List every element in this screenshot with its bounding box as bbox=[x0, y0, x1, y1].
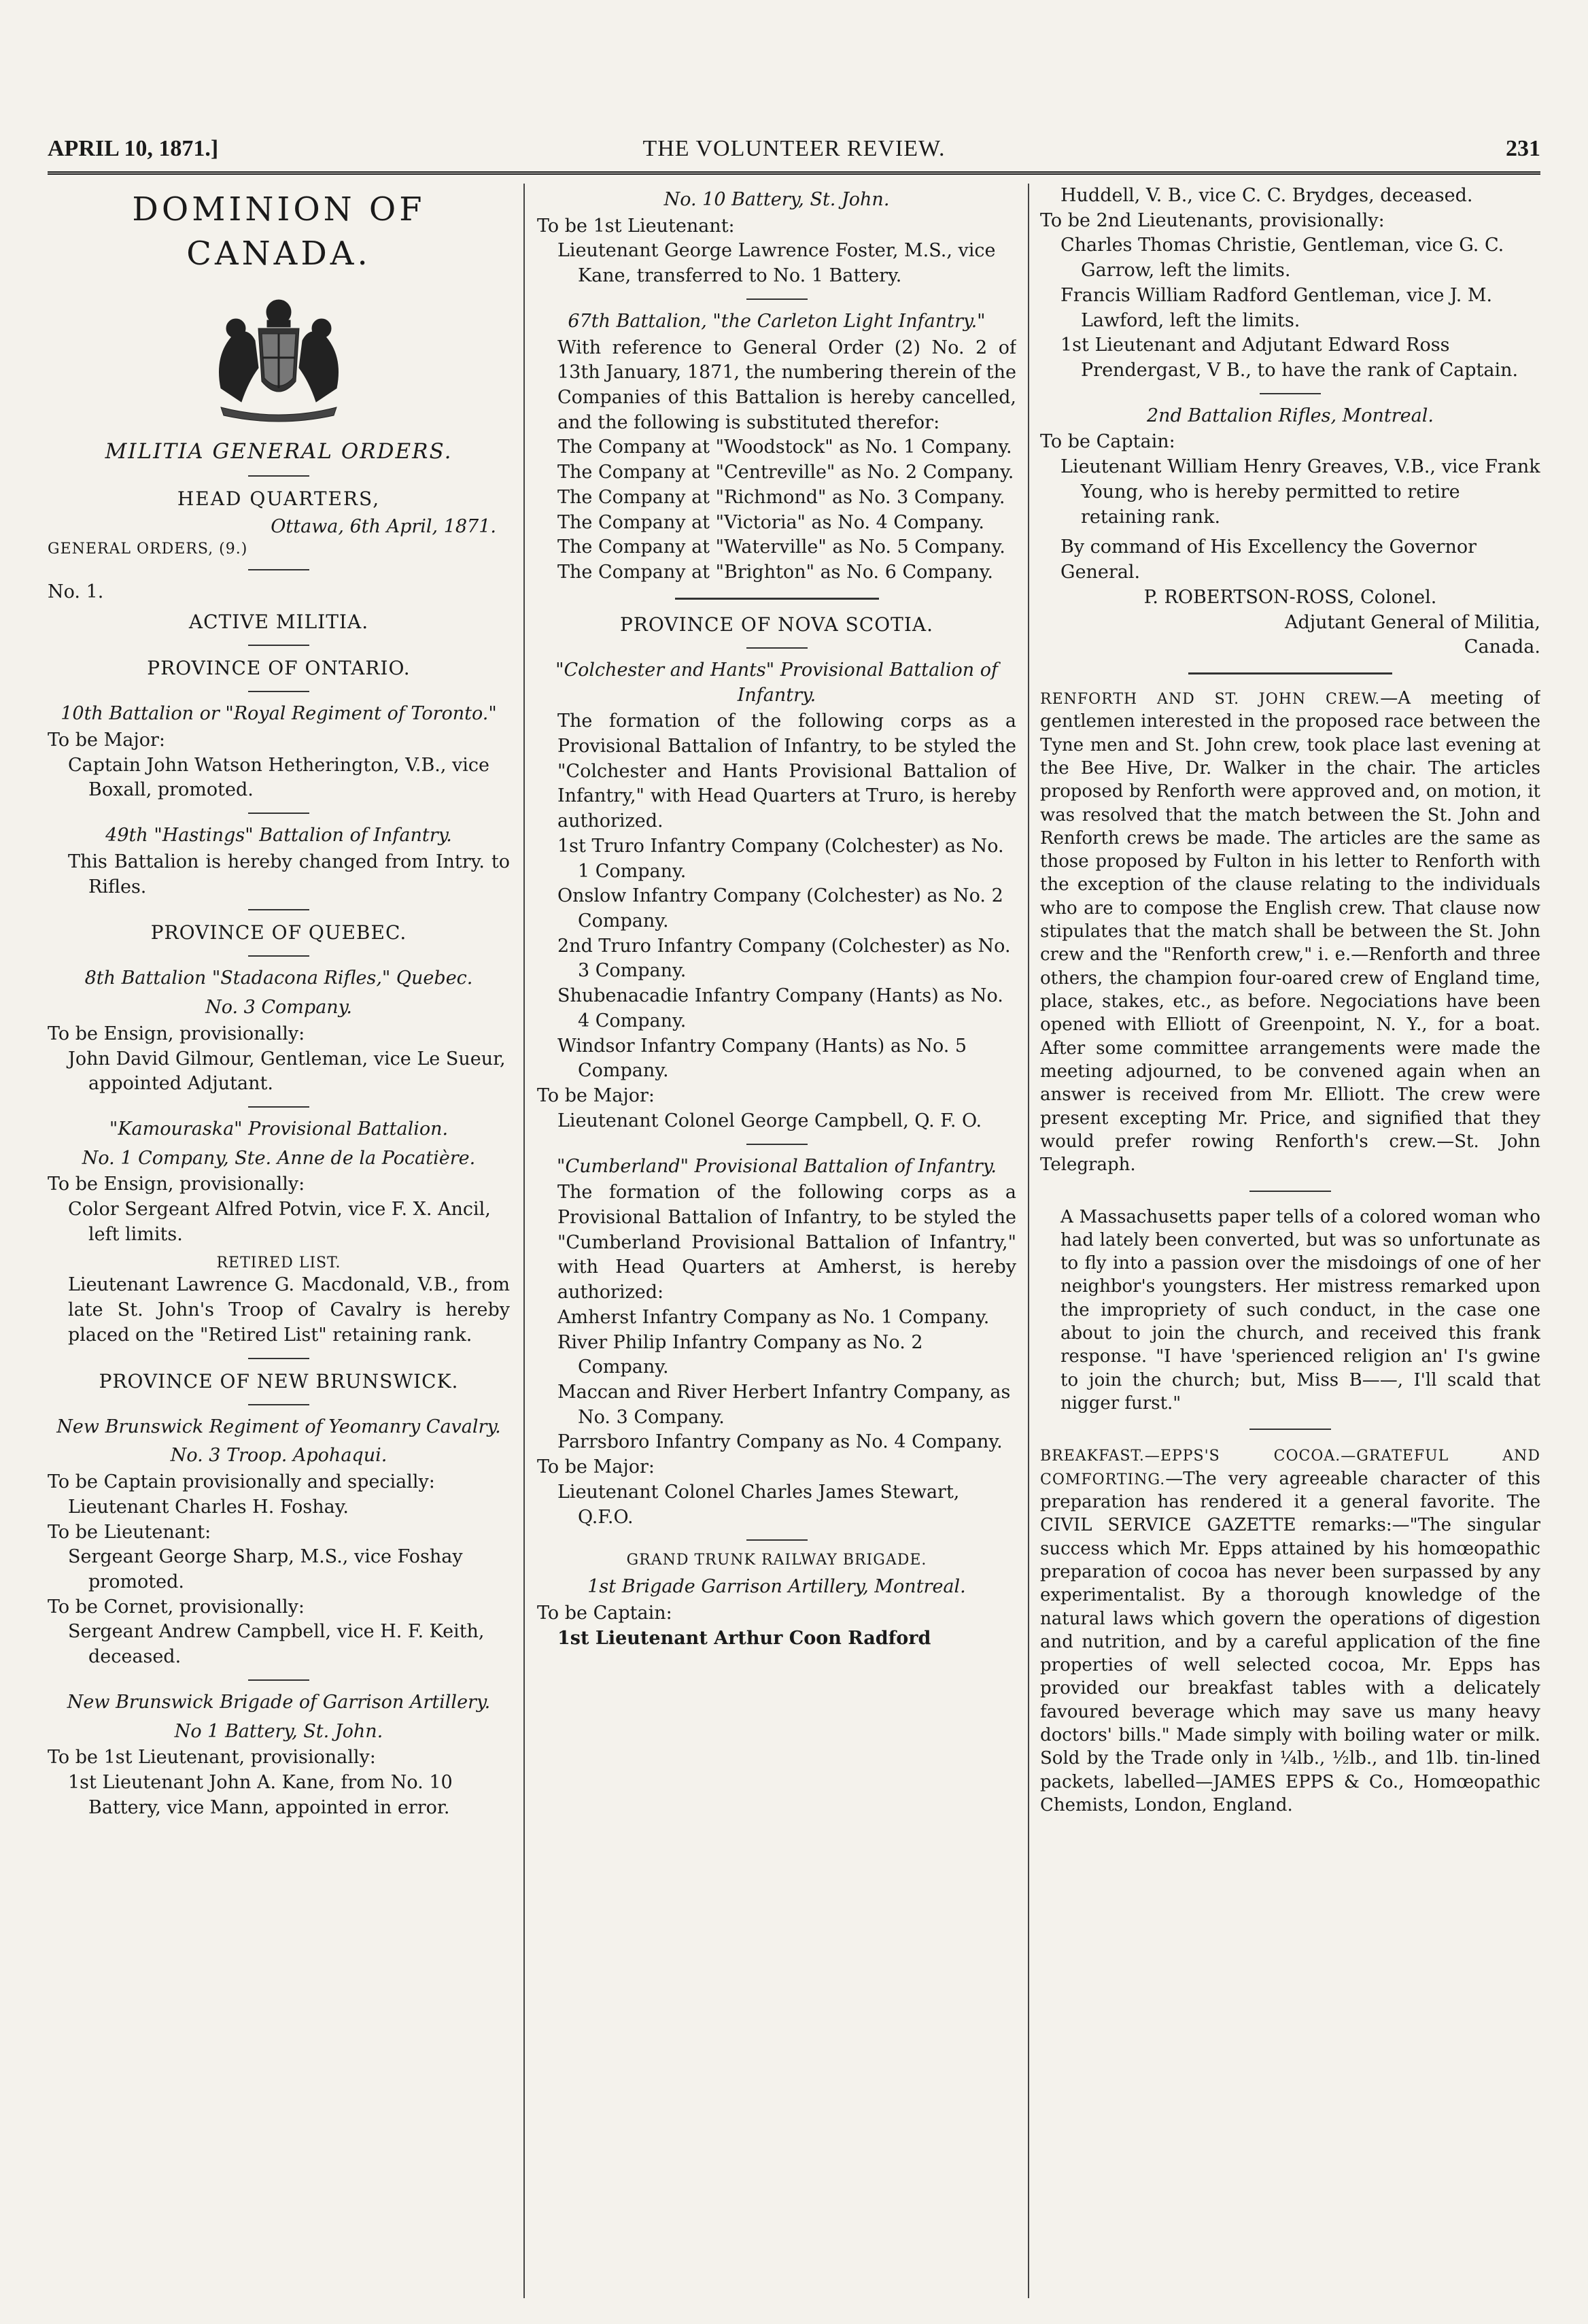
masthead: DOMINION OF CANADA. bbox=[132, 190, 426, 273]
divider bbox=[248, 1358, 309, 1359]
command-line: By command of His Excellency the Governor General. bbox=[1060, 536, 1477, 583]
unit-heading: 1st Brigade Garrison Artillery, Montreal. bbox=[587, 1576, 966, 1598]
company-item: Amherst Infantry Company as No. 1 Company. bbox=[557, 1306, 990, 1328]
appointment-label: To be Major: bbox=[537, 1085, 655, 1107]
company-item: 1st Truro Infantry Company (Colchester) as No. 1 Company. bbox=[557, 835, 1004, 882]
appointment-text: Lieutenant William Henry Greaves, V.B., vice Frank Young, who is hereby permitted to retire retaining rank. bbox=[1060, 456, 1540, 528]
company-item: The Company at "Victoria" as No. 4 Company. bbox=[557, 511, 984, 533]
appointment-text: Lieutenant Charles H. Foshay. bbox=[68, 1496, 349, 1518]
order-text: The formation of the following corps as a Provisional Battalion of Infantry, to be styled the "Colchester and Hants Provisional Battalion of Infantry," with Head Quarters at Truro, is hereby authorized. bbox=[557, 711, 1016, 832]
battery-heading: No 1 Battery, St. John. bbox=[174, 1720, 383, 1742]
appointment-label: To be Captain: bbox=[537, 1602, 672, 1624]
order-number: No. 1. bbox=[48, 581, 104, 603]
appointment-text: Lieutenant Colonel George Campbell, Q. F. O. bbox=[557, 1110, 982, 1131]
appointment-text: Lieutenant George Lawrence Foster, M.S., vice Kane, transferred to No. 1 Battery. bbox=[557, 240, 996, 287]
column-1 bbox=[48, 184, 510, 2305]
hq-heading: HEAD QUARTERS, bbox=[177, 487, 381, 510]
company-item: Maccan and River Herbert Infantry Company, as No. 3 Company. bbox=[557, 1381, 1011, 1428]
appointment-label: To be 2nd Lieutenants, provisionally: bbox=[1040, 209, 1385, 231]
company-item: The Company at "Brighton" as No. 6 Company. bbox=[557, 562, 993, 583]
appointment-text: Color Sergeant Alfred Potvin, vice F. X. Ancil, left limits. bbox=[68, 1199, 491, 1245]
signature-place: Canada. bbox=[1464, 636, 1540, 658]
news-body: —A meeting of gentlemen interested in the proposed race between the Tyne men and St. John crew, took place last evening at the Bee Hive, Dr. Walker in the chair. The articles proposed by Renforth were approved and, on motion, it was resolved that the match between the St. John and Renforth crews be made. The articles are the same as those proposed by Fulton in his letter to Renforth with the exception of the clause relating to the individuals who are to compose the English crew. That clause now stipulates that the match shall be between the St. John crew and the "Renforth crew," i. e.—Renforth and three others, the champion four-oared crew of England time, place, stakes, etc., as before. Negociations have been opened with Elliott of Greenpoint, N. Y., for a boat. After some committee arrangements were made the meeting adjourned, to be convened again when an answer is received from Mr. Elliott. The crew were present excepting Mr. Price, and signified that they would prefer rowing Renforth's crew.—St. John Telegraph. bbox=[1040, 687, 1540, 1176]
company-item: The Company at "Richmond" as No. 3 Company. bbox=[557, 486, 1005, 508]
appointment-text: 1st Lieutenant and Adjutant Edward Ross Prendergast, V B., to have the rank of Captain. bbox=[1060, 335, 1519, 381]
news-item-cocoa bbox=[1040, 1443, 1540, 1817]
company-heading: No. 1 Company, Ste. Anne de la Pocatière. bbox=[82, 1147, 476, 1169]
issue-date: APRIL 10, 1871.] bbox=[48, 136, 219, 161]
company-item: River Philip Infantry Company as No. 2 Company. bbox=[557, 1331, 923, 1378]
divider bbox=[746, 1144, 808, 1145]
divider bbox=[248, 475, 309, 477]
appointment-text: John David Gilmour, Gentleman, vice Le Sueur, appointed Adjutant. bbox=[68, 1048, 506, 1095]
province-heading: PROVINCE OF NEW BRUNSWICK. bbox=[99, 1369, 459, 1392]
divider bbox=[746, 647, 808, 649]
troop-heading: No. 3 Troop. Apohaqui. bbox=[170, 1445, 387, 1467]
news-body: —The very agreeable character of this preparation has rendered it a general favorite. The CIVIL SERVICE GAZETTE remarks:—"The singular success which Mr. Epps attained by his homœopathic preparation of cocoa has never been surpassed by any experimentalist. By a thorough knowledge of the natural laws which govern the operations of digestion and nutrition, and by a careful application of the fine properties of well selected cocoa, Mr. Epps has provided our breakfast tables with a delicately favoured beverage which may save us many heavy doctors' bills." Made simply with boiling water or milk. Sold by the Trade only in ¼lb., ½lb., and 1lb. tin-lined packets, labelled—JAMES EPPS & Co., Homœopathic Chemists, London, England. bbox=[1040, 1468, 1540, 1815]
unit-heading: "Kamouraska" Provisional Battalion. bbox=[109, 1118, 449, 1140]
divider bbox=[746, 298, 808, 300]
divider bbox=[746, 1539, 808, 1541]
unit-heading: New Brunswick Regiment of Yeomanry Cavalry. bbox=[56, 1416, 501, 1437]
appointment-text: Sergeant George Sharp, M.S., vice Foshay promoted. bbox=[68, 1546, 463, 1593]
divider bbox=[248, 691, 309, 692]
divider bbox=[1260, 393, 1321, 394]
appointment-text: 1st Lieutenant Arthur Coon Radford bbox=[557, 1627, 931, 1649]
divider bbox=[1249, 1191, 1331, 1192]
appointment-text: Charles Thomas Christie, Gentleman, vice G. C. Garrow, left the limits. bbox=[1060, 235, 1504, 281]
order-text: With reference to General Order (2) No. 2 of 13th January, 1871, the numbering therein of the Companies of this Battalion is hereby cancelled, and the following is substituted therefor: bbox=[557, 337, 1016, 433]
news-item-renforth bbox=[1040, 687, 1540, 1177]
appointment-label: To be Cornet, provisionally: bbox=[48, 1596, 305, 1618]
header-rule bbox=[48, 171, 1540, 175]
divider bbox=[675, 598, 879, 600]
appointment-label: To be Lieutenant: bbox=[48, 1521, 211, 1543]
appointment-label: To be 1st Lieutenant, provisionally: bbox=[48, 1747, 376, 1768]
appointment-label: To be Captain provisionally and specially: bbox=[48, 1471, 435, 1493]
company-item: Windsor Infantry Company (Hants) as No. 5 Company. bbox=[557, 1035, 967, 1082]
column-2 bbox=[537, 184, 1016, 2305]
appointment-label: To be Major: bbox=[537, 1456, 655, 1478]
appointment-label: To be Ensign, provisionally: bbox=[48, 1023, 305, 1044]
appointment-label: To be 1st Lieutenant: bbox=[537, 215, 735, 237]
company-list bbox=[537, 435, 1016, 585]
divider bbox=[248, 1106, 309, 1108]
news-lead: BREAKFAST.—EPPS'S COCOA.—GRATEFUL AND COMFORTING. bbox=[1040, 1448, 1540, 1488]
company-list bbox=[537, 1305, 1016, 1455]
company-item: Onslow Infantry Company (Colchester) as No. 2 Company. bbox=[557, 885, 1003, 932]
divider bbox=[1249, 1429, 1331, 1430]
company-item: 2nd Truro Infantry Company (Colchester) as No. 3 Company. bbox=[557, 935, 1011, 982]
divider bbox=[248, 569, 309, 570]
divider bbox=[248, 645, 309, 646]
company-item: Parrsboro Infantry Company as No. 4 Company. bbox=[557, 1431, 1003, 1453]
retired-list-text: Lieutenant Lawrence G. Macdonald, V.B., from late St. John's Troop of Cavalry is hereby placed on the "Retired List" retaining rank. bbox=[68, 1274, 510, 1346]
appointment-text: Captain John Watson Hetherington, V.B., vice Boxall, promoted. bbox=[68, 754, 490, 801]
news-lead: RENFORTH AND ST. JOHN CREW. bbox=[1040, 690, 1381, 708]
signature-name: P. ROBERTSON-ROSS, Colonel. bbox=[1143, 586, 1437, 608]
signature-title: Adjutant General of Militia, bbox=[1285, 611, 1540, 633]
battery-heading: No. 10 Battery, St. John. bbox=[663, 189, 890, 210]
appointment-label: To be Ensign, provisionally: bbox=[48, 1174, 305, 1195]
unit-heading: 2nd Battalion Rifles, Montreal. bbox=[1147, 405, 1434, 426]
province-heading: PROVINCE OF QUEBEC. bbox=[150, 921, 407, 944]
orders-title: MILITIA GENERAL ORDERS. bbox=[105, 439, 453, 464]
royal-arms-emblem bbox=[194, 286, 364, 422]
page-number: 231 bbox=[1506, 136, 1540, 161]
appointment-label: To be Captain: bbox=[1040, 431, 1175, 453]
unit-heading: "Cumberland" Provisional Battalion of Infantry. bbox=[557, 1155, 997, 1177]
divider bbox=[248, 955, 309, 957]
appointment-text: Lieutenant Colonel Charles James Stewart, Q.F.O. bbox=[557, 1481, 960, 1528]
divider bbox=[248, 1404, 309, 1405]
company-item: The Company at "Woodstock" as No. 1 Company. bbox=[557, 437, 1012, 458]
divider bbox=[248, 813, 309, 814]
company-item: Shubenacadie Infantry Company (Hants) as No. 4 Company. bbox=[557, 985, 1003, 1031]
appointment-text: Huddell, V. B., vice C. C. Brydges, deceased. bbox=[1060, 185, 1473, 206]
brigade-heading: GRAND TRUNK RAILWAY BRIGADE. bbox=[626, 1552, 927, 1569]
news-item-massachusetts: A Massachusetts paper tells of a colored woman who had lately been converted, but was so unfortunate as to fly into a passion over the misdoings of one of her neighbor's youngsters. Her mistress remarked upon the impropriety of such conduct, in the case one about to join the church, and received this frank response. "I have 'sperienced religion an' I's gwine to join the church; but, Miss B——, I'll scald that nigger furst." bbox=[1060, 1206, 1540, 1414]
company-list bbox=[537, 834, 1016, 1084]
order-text: This Battalion is hereby changed from Intry. to Rifles. bbox=[68, 851, 510, 898]
unit-heading: 8th Battalion "Stadacona Rifles," Quebec. bbox=[84, 968, 473, 989]
column-3 bbox=[1040, 184, 1540, 2305]
order-text: The formation of the following corps as a Provisional Battalion of Infantry, to be styled the "Cumberland Provisional Battalion of Infantry," with Head Quarters at Amherst, is hereby authorized: bbox=[557, 1182, 1016, 1303]
unit-heading: "Colchester and Hants" Provisional Battalion of Infantry. bbox=[555, 659, 998, 706]
divider bbox=[1188, 672, 1392, 674]
paper-title: THE VOLUNTEER REVIEW. bbox=[642, 136, 946, 161]
unit-heading: 67th Battalion, "the Carleton Light Infantry." bbox=[568, 310, 986, 332]
company-heading: No. 3 Company. bbox=[205, 997, 352, 1019]
province-heading: PROVINCE OF ONTARIO. bbox=[147, 657, 411, 680]
unit-heading: 49th "Hastings" Battalion of Infantry. bbox=[105, 825, 452, 847]
unit-heading: New Brunswick Brigade of Garrison Artillery. bbox=[67, 1691, 491, 1713]
appointment-text: 1st Lieutenant John A. Kane, from No. 10 Battery, vice Mann, appointed in error. bbox=[68, 1772, 453, 1818]
retired-list-heading: RETIRED LIST. bbox=[216, 1254, 341, 1271]
company-item: The Company at "Waterville" as No. 5 Company. bbox=[557, 536, 1005, 558]
divider bbox=[248, 909, 309, 910]
running-head bbox=[48, 136, 1540, 170]
appointment-label: To be Major: bbox=[48, 729, 165, 751]
unit-heading: 10th Battalion or "Royal Regiment of Toronto." bbox=[61, 703, 497, 725]
section-heading: ACTIVE MILITIA. bbox=[188, 611, 369, 634]
column-rule bbox=[1028, 184, 1029, 2298]
appointment-text: Francis William Radford Gentleman, vice J. M. Lawford, left the limits. bbox=[1060, 284, 1493, 331]
divider bbox=[248, 1679, 309, 1681]
general-orders-number: GENERAL ORDERS, (9.) bbox=[48, 541, 248, 558]
province-heading: PROVINCE OF NOVA SCOTIA. bbox=[619, 613, 934, 636]
column-rule bbox=[523, 184, 525, 2298]
appointment-text: Sergeant Andrew Campbell, vice H. F. Keith, deceased. bbox=[68, 1621, 485, 1668]
hq-place: Ottawa, 6th April, 1871. bbox=[271, 515, 496, 537]
company-item: The Company at "Centreville" as No. 2 Company. bbox=[557, 462, 1014, 483]
